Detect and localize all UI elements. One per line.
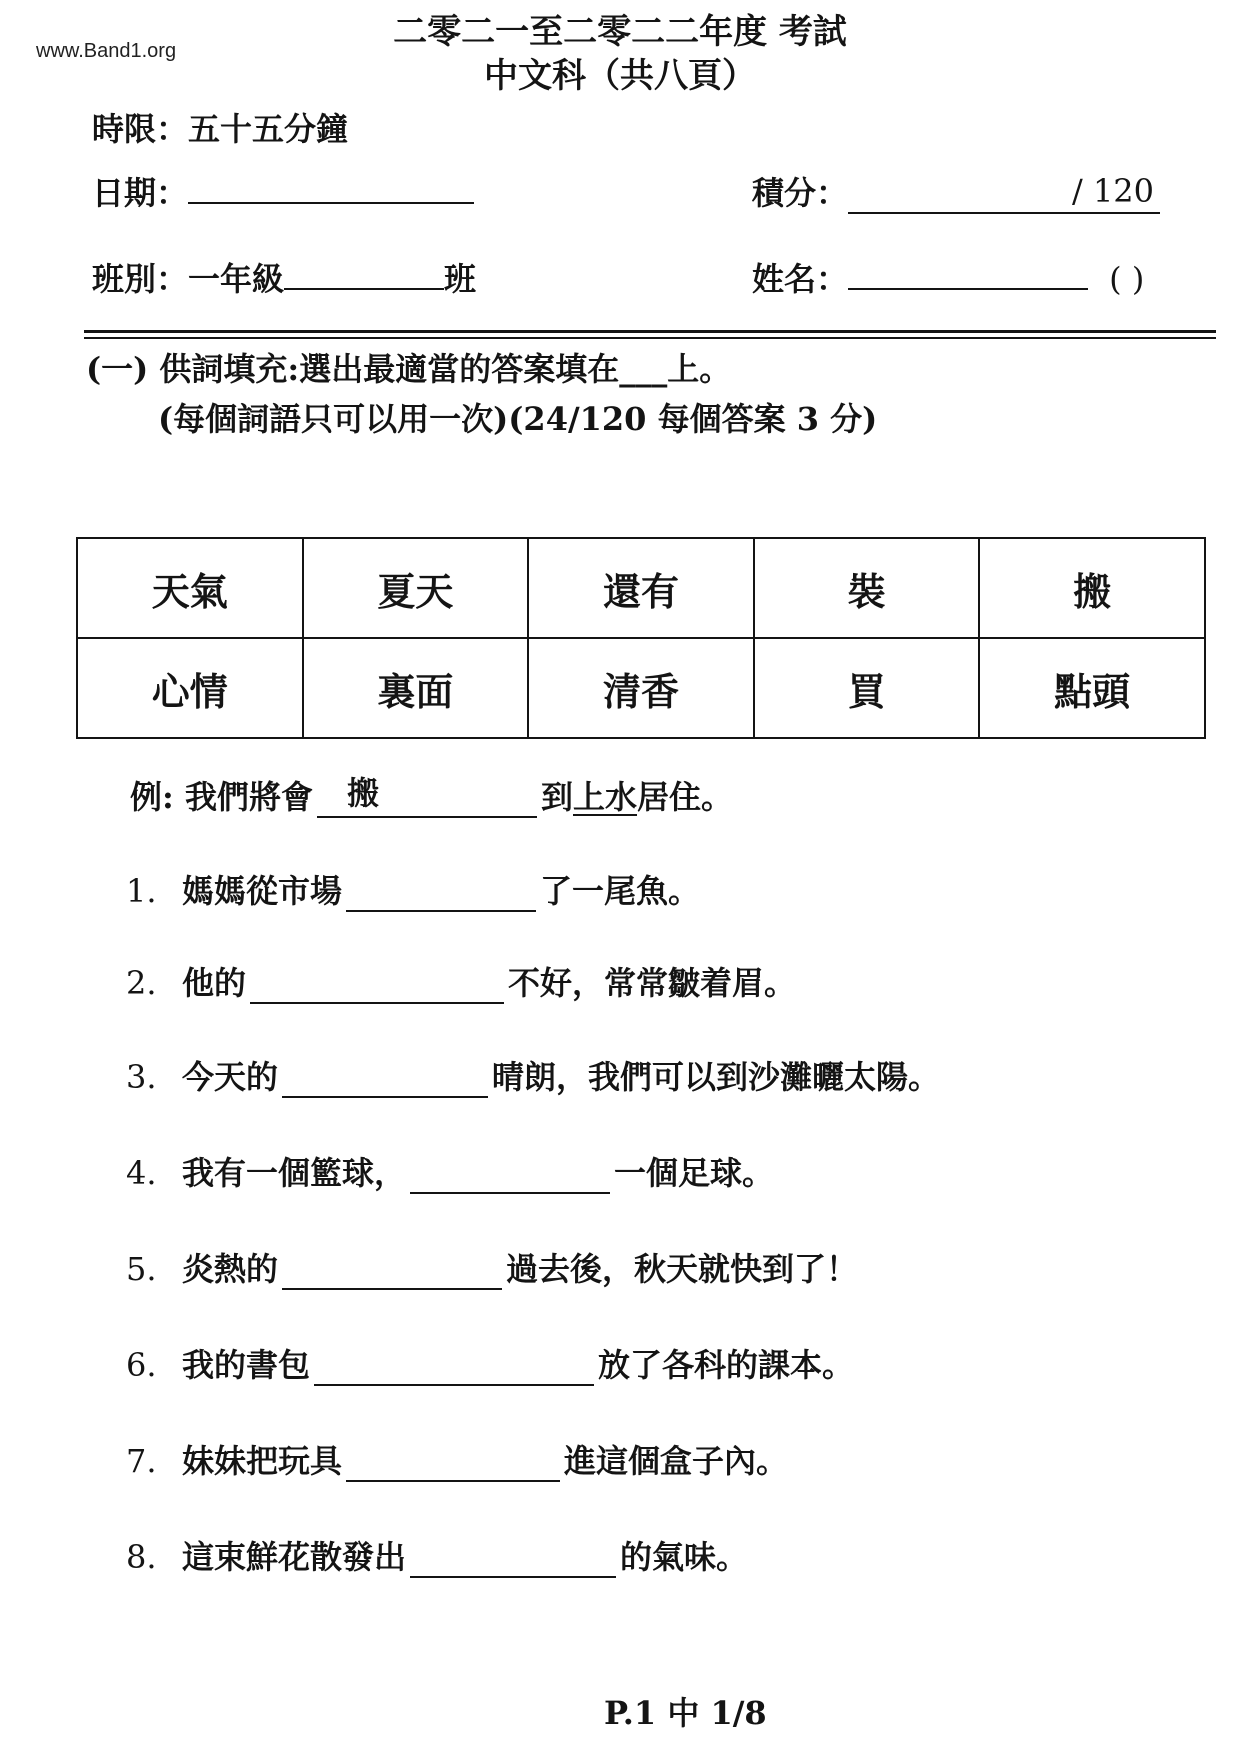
exam-title: 二零二一至二零二二年度 考試 <box>393 12 847 52</box>
header-divider <box>84 330 1216 333</box>
question-8 <box>126 1532 748 1578</box>
answer-blank[interactable] <box>282 1254 502 1290</box>
example-after-prefix: 到 <box>540 778 573 816</box>
question-number: 1. <box>126 872 157 910</box>
question-number: 5. <box>126 1250 157 1288</box>
question-number: 7. <box>126 1442 157 1480</box>
word-bank-cell: 搬 <box>979 538 1205 638</box>
question-text-after: 進這個盒子內。 <box>564 1442 789 1480</box>
answer-blank[interactable] <box>346 1446 560 1482</box>
question-text-after: 晴朗，我們可以到沙灘曬太陽。 <box>492 1058 941 1096</box>
date-field <box>92 168 474 214</box>
question-text-before: 我有一個籃球， <box>182 1154 407 1192</box>
question-6 <box>126 1340 854 1386</box>
class-blank[interactable] <box>284 287 444 290</box>
question-number: 2. <box>126 964 157 1002</box>
question-number: 4. <box>126 1154 157 1192</box>
name-label: 姓名： <box>752 260 849 298</box>
question-5 <box>126 1244 858 1290</box>
section-instruction: (一) 供詞填充:選出最適當的答案填在___上。 <box>86 350 732 388</box>
header-divider-inner <box>84 337 1216 339</box>
question-text-before: 這束鮮花散發出 <box>182 1538 407 1576</box>
word-bank-cell: 清香 <box>528 638 754 738</box>
question-text-after: 不好，常常皺着眉。 <box>508 964 797 1002</box>
word-bank-row <box>77 538 1205 638</box>
question-2 <box>126 958 796 1004</box>
section-note: (每個詞語只可以用一次)(24/120 每個答案 3 分) <box>158 400 878 438</box>
question-text-after: 一個足球。 <box>614 1154 775 1192</box>
answer-blank[interactable] <box>346 876 536 912</box>
answer-blank[interactable] <box>314 1350 594 1386</box>
question-number: 3. <box>126 1058 157 1096</box>
word-bank-cell: 點頭 <box>979 638 1205 738</box>
answer-blank[interactable] <box>250 968 504 1004</box>
example-blank <box>317 774 537 818</box>
word-bank-row <box>77 638 1205 738</box>
question-number: 6. <box>126 1346 157 1384</box>
date-blank[interactable] <box>188 201 474 204</box>
question-number: 8. <box>126 1538 157 1576</box>
answer-blank[interactable] <box>410 1542 616 1578</box>
score-total: / 120 <box>1071 172 1155 210</box>
question-text-before: 媽媽從市場 <box>182 872 343 910</box>
question-1 <box>126 866 700 912</box>
time-limit: 時限：五十五分鐘 <box>92 110 349 148</box>
question-text-before: 今天的 <box>182 1058 279 1096</box>
example-before: 我們將會 <box>184 778 313 816</box>
score-field <box>752 168 1160 214</box>
example-place-name: 上水 <box>573 778 638 816</box>
word-bank-cell: 夏天 <box>303 538 529 638</box>
word-bank-cell: 心情 <box>77 638 303 738</box>
question-7 <box>126 1436 788 1482</box>
date-label: 日期： <box>92 174 189 212</box>
question-4 <box>126 1148 774 1194</box>
subject-title: 中文科（共八頁） <box>484 56 756 96</box>
word-bank-cell: 買 <box>754 638 980 738</box>
word-bank-table <box>76 537 1206 739</box>
answer-blank[interactable] <box>410 1158 610 1194</box>
name-blank[interactable] <box>848 287 1088 290</box>
question-text-before: 他的 <box>182 964 247 1002</box>
class-field <box>92 254 476 300</box>
watermark: www.Band1.org <box>36 40 177 62</box>
answer-blank[interactable] <box>282 1062 488 1098</box>
question-text-before: 炎熱的 <box>182 1250 279 1288</box>
page-footer: P.1 中 1/8 <box>604 1694 767 1732</box>
example-label: 例: <box>130 778 174 816</box>
word-bank-cell: 天氣 <box>77 538 303 638</box>
question-text-after: 的氣味。 <box>620 1538 749 1576</box>
class-suffix: 班 <box>444 260 477 298</box>
score-label: 積分： <box>752 174 849 212</box>
word-bank-cell: 裏面 <box>303 638 529 738</box>
score-blank[interactable] <box>848 174 1160 214</box>
question-text-before: 我的書包 <box>182 1346 311 1384</box>
class-label: 班別：一年級 <box>92 260 285 298</box>
question-text-after: 了一尾魚。 <box>540 872 701 910</box>
example-after-suffix: 居住。 <box>637 778 734 816</box>
question-text-after: 過去後，秋天就快到了！ <box>506 1250 859 1288</box>
question-text-before: 妹妹把玩具 <box>182 1442 343 1480</box>
example-sentence <box>130 772 733 818</box>
question-text-after: 放了各科的課本。 <box>598 1346 855 1384</box>
word-bank-cell: 裝 <box>754 538 980 638</box>
example-answer: 搬 <box>346 774 379 812</box>
word-bank-cell: 還有 <box>528 538 754 638</box>
name-field <box>752 254 1144 300</box>
class-number: ( ) <box>1109 260 1145 298</box>
question-3 <box>126 1052 940 1098</box>
